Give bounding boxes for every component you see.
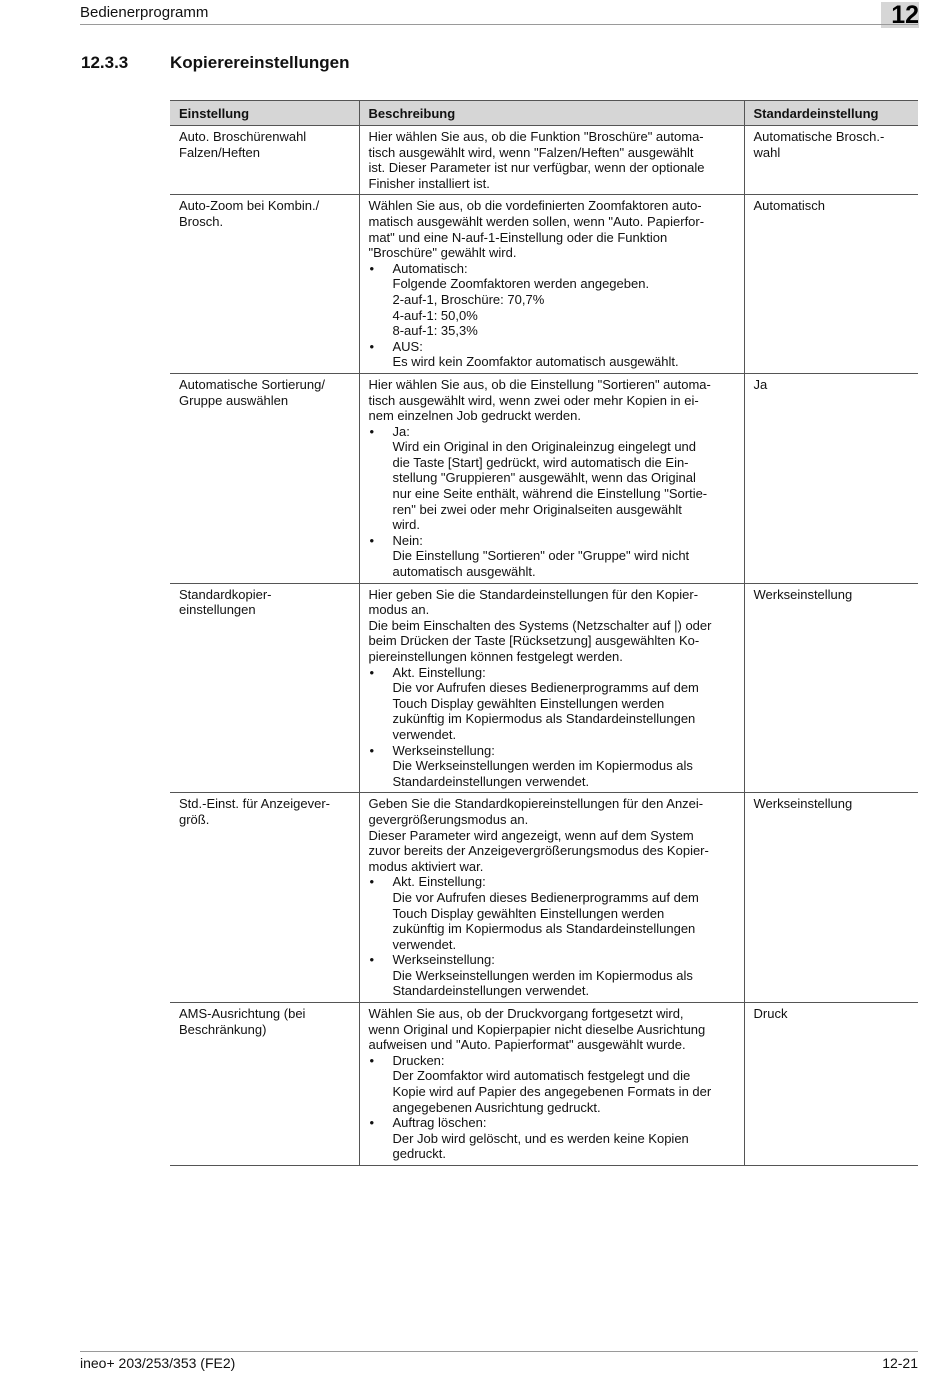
- default-value: Automatische Brosch.- wahl: [744, 126, 918, 195]
- table-row: [170, 373, 918, 583]
- option-list: [369, 1053, 735, 1162]
- setting-description: [359, 1003, 744, 1166]
- table-row: [170, 195, 918, 374]
- chapter-number: 12: [891, 1, 919, 29]
- setting-description: [359, 126, 744, 195]
- table-row: [170, 583, 918, 793]
- column-header-setting: Einstellung: [170, 101, 359, 126]
- default-value: Druck: [744, 1003, 918, 1166]
- description-text: Hier wählen Sie aus, ob die Funktion "Broschüre" automa- tisch ausgewählt wird, wenn "Falzen/Heften" ausgewählt ist. Dieser Parameter ist nur verfügbar, wenn der optionale Finisher installiert ist.: [368, 129, 705, 191]
- option-item: • Auftrag löschen: Der Job wird gelöscht, und es werden keine Kopien gedruckt.: [369, 1115, 735, 1162]
- table-row: [170, 126, 918, 195]
- settings-table: [170, 100, 918, 1166]
- setting-name: Automatische Sortierung/ Gruppe auswählen: [170, 373, 359, 583]
- setting-name: Std.-Einst. für Anzeigever- größ.: [170, 793, 359, 1003]
- footer-product: ineo+ 203/253/353 (FE2): [80, 1355, 236, 1371]
- column-header-default: Standardeinstellung: [744, 101, 918, 126]
- footer-page-number: 12-21: [882, 1355, 918, 1371]
- default-value: Werkseinstellung: [744, 583, 918, 793]
- column-header-description: Beschreibung: [359, 101, 744, 126]
- option-list: [369, 424, 735, 580]
- option-item: • Werkseinstellung: Die Werkseinstellungen werden im Kopiermodus als Standardeinstellungen verwendet.: [369, 952, 735, 999]
- setting-description: [359, 195, 744, 374]
- default-value: Werkseinstellung: [744, 793, 918, 1003]
- header-divider: [80, 24, 918, 25]
- running-header-title: Bedienerprogramm: [80, 4, 209, 21]
- table-row: [170, 793, 918, 1003]
- option-item: • Ja: Wird ein Original in den Originaleinzug eingelegt und die Taste [Start] gedrückt, wird automatisch die Ein- stellung "Gruppieren" ausgewählt, wenn das Original nur eine Seite enthält, während die Einstellung "Sortie- ren" bei zwei oder mehr Originalseiten ausgewählt wird.: [369, 424, 735, 533]
- option-item: • Automatisch: Folgende Zoomfaktoren werden angegeben. 2-auf-1, Broschüre: 70,7% 4-auf-1: 50,0% 8-auf-1: 35,3%: [369, 261, 735, 339]
- option-item: • Akt. Einstellung: Die vor Aufrufen dieses Bedienerprogramms auf dem Touch Display gewählten Einstellungen werden zukünftig im Kopiermodus als Standardeinstellungen verwendet.: [369, 665, 735, 743]
- option-item: • Nein: Die Einstellung "Sortieren" oder "Gruppe" wird nicht automatisch ausgewählt.: [369, 533, 735, 580]
- option-item: • Werkseinstellung: Die Werkseinstellungen werden im Kopiermodus als Standardeinstellungen verwendet.: [369, 743, 735, 790]
- setting-name: AMS-Ausrichtung (bei Beschränkung): [170, 1003, 359, 1166]
- description-text: Hier geben Sie die Standardeinstellungen für den Kopier- modus an. Die beim Einschalten des Systems (Netzschalter auf |) oder beim Drücken der Taste [Rücksetzung] ausgewählten Ko- piereinstellungen können festgelegt werden.: [368, 586, 712, 664]
- setting-name: Standardkopier- einstellungen: [170, 583, 359, 793]
- table-row: [170, 1003, 918, 1166]
- footer-divider: [80, 1351, 918, 1352]
- description-text: Geben Sie die Standardkopiereinstellungen für den Anzei- gevergrößerungsmodus an. Dieser Parameter wird angezeigt, wenn auf dem System zuvor bereits der Anzeigevergrößerungsmodus des Kopier- modus aktiviert war.: [368, 796, 709, 874]
- setting-description: [359, 793, 744, 1003]
- setting-name: Auto-Zoom bei Kombin./ Brosch.: [170, 195, 359, 374]
- option-list: [369, 665, 735, 790]
- setting-description: [359, 583, 744, 793]
- section-number: 12.3.3: [81, 53, 129, 72]
- description-text: Hier wählen Sie aus, ob die Einstellung "Sortieren" automa- tisch ausgewählt wird, wenn zwei oder mehr Kopien in ei- nem einzelnen Job gedruckt werden.: [368, 376, 711, 424]
- option-list: [369, 261, 735, 370]
- description-text: Wählen Sie aus, ob die vordefinierten Zoomfaktoren auto- matisch ausgewählt werden sollen, wenn "Auto. Papierfor- mat" und eine N-auf-1-Einstellung oder die Funktion "Broschüre" gewählt wird.: [368, 198, 705, 261]
- table-body: [170, 126, 918, 1166]
- option-item: • Drucken: Der Zoomfaktor wird automatisch festgelegt und die Kopie wird auf Papier des angegebenen Formats in der angegebenen Ausrichtung gedruckt.: [369, 1053, 735, 1115]
- option-item: • Akt. Einstellung: Die vor Aufrufen dieses Bedienerprogramms auf dem Touch Display gewählten Einstellungen werden zukünftig im Kopiermodus als Standardeinstellungen verwendet.: [369, 874, 735, 952]
- setting-name: Auto. Broschürenwahl Falzen/Heften: [170, 126, 359, 195]
- option-list: [369, 874, 735, 999]
- default-value: Ja: [744, 373, 918, 583]
- setting-description: [359, 373, 744, 583]
- table-header-row: [170, 101, 918, 126]
- section-title: Kopierereinstellungen: [170, 53, 350, 72]
- option-item: • AUS: Es wird kein Zoomfaktor automatisch ausgewählt.: [369, 339, 735, 370]
- description-text: Wählen Sie aus, ob der Druckvorgang fortgesetzt wird, wenn Original und Kopierpapier nicht dieselbe Ausrichtung aufweisen und "Auto. Papierformat" ausgewählt wurde.: [368, 1006, 706, 1053]
- default-value: Automatisch: [744, 195, 918, 374]
